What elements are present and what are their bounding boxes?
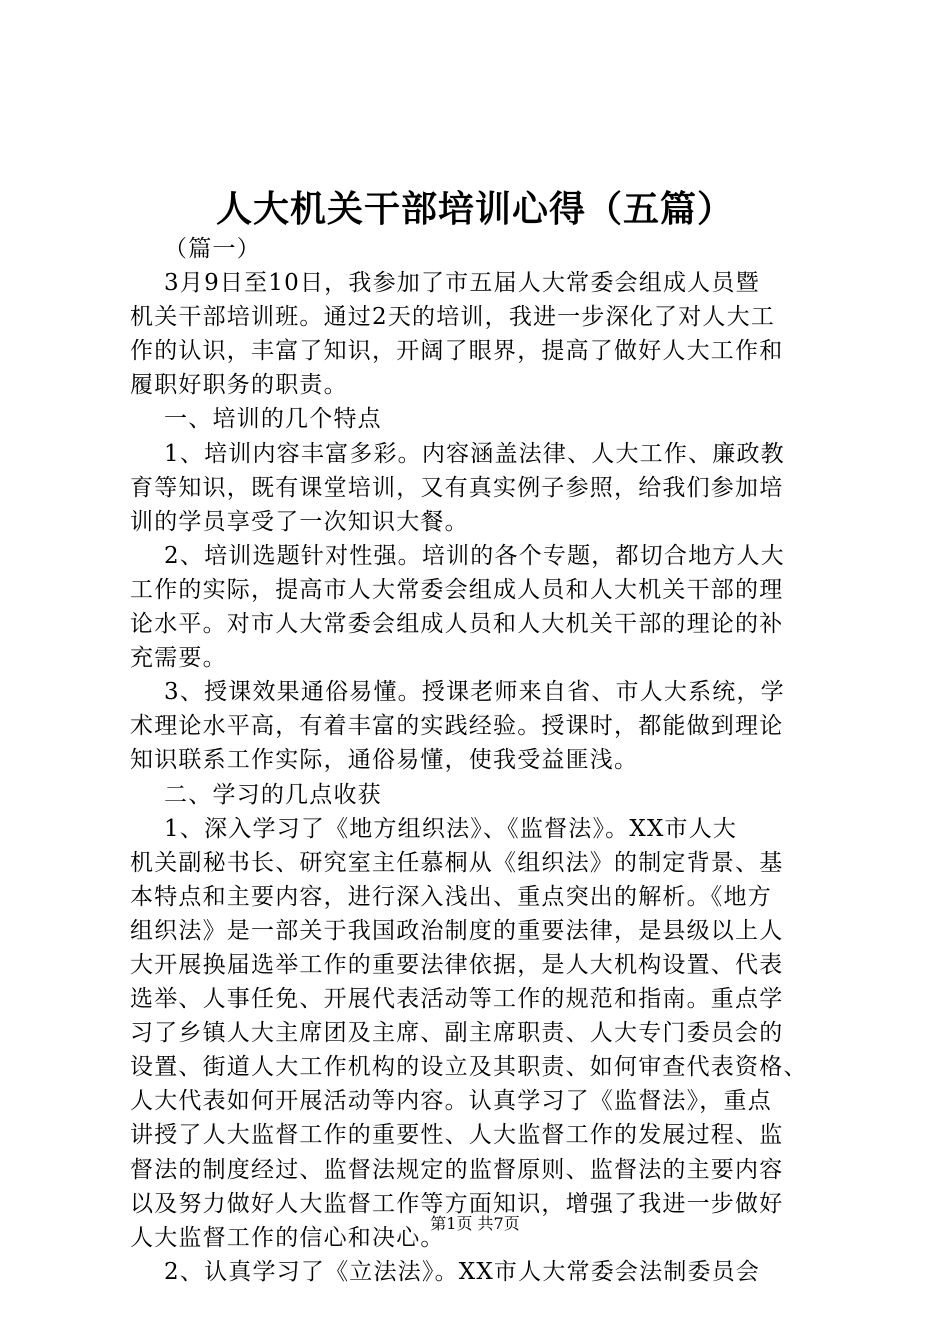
text-line: 选举、人事任免、开展代表活动等工作的规范和指南。重点学 bbox=[130, 986, 784, 1013]
text-line: （篇一） bbox=[130, 236, 261, 262]
text-line: 作的认识，丰富了知识，开阔了眼界，提高了做好人大工作和 bbox=[130, 338, 784, 365]
text-line: 3、授课效果通俗易懂。授课老师来自省、市人大系统，学 bbox=[130, 679, 785, 706]
text-line: 机关干部培训班。通过2天的培训，我进一步深化了对人大工 bbox=[130, 304, 776, 331]
page-footer: 第1页 共7页 bbox=[430, 1214, 520, 1233]
text-line: 以及努力做好人大监督工作等方面知识，增强了我进一步做好 bbox=[130, 1190, 784, 1217]
text-line: 习了乡镇人大主席团及主席、副主席职责、人大专门委员会的 bbox=[130, 1020, 784, 1047]
text-line: 设置、街道人大工作机构的设立及其职责、如何审查代表资格、 bbox=[130, 1054, 808, 1081]
text-line: 3月9日至10日，我参加了市五届人大常委会组成人员暨 bbox=[130, 270, 760, 297]
text-line: 论水平。对市人大常委会组成人员和人大机关干部的理论的补 bbox=[130, 611, 784, 638]
text-line: 术理论水平高，有着丰富的实践经验。授课时，都能做到理论 bbox=[130, 713, 784, 740]
text-line: 充需要。 bbox=[130, 645, 227, 672]
text-line: 大开展换届选举工作的重要法律依据，是人大机构设置、代表 bbox=[130, 951, 784, 978]
text-line: 履职好职务的职责。 bbox=[130, 372, 348, 399]
text-line: 知识联系工作实际，通俗易懂，使我受益匪浅。 bbox=[130, 747, 639, 774]
text-line: 本特点和主要内容，进行深入浅出、重点突出的解析。《地方 bbox=[130, 883, 772, 910]
text-line: 1、培训内容丰富多彩。内容涵盖法律、人大工作、廉政教 bbox=[130, 440, 785, 467]
text-line: 人大代表如何开展活动等内容。认真学习了《监督法》，重点 bbox=[130, 1088, 772, 1115]
text-line: 1、深入学习了《地方组织法》、《监督法》。XX市人大 bbox=[130, 815, 738, 842]
text-line: 工作的实际，提高市人大常委会组成人员和人大机关干部的理 bbox=[130, 576, 784, 603]
text-line: 人大监督工作的信心和决心。 bbox=[130, 1224, 445, 1251]
text-line: 讲授了人大监督工作的重要性、人大监督工作的发展过程、监 bbox=[130, 1122, 784, 1149]
document-body bbox=[130, 232, 830, 1289]
text-line: 育等知识，既有课堂培训，又有真实例子参照，给我们参加培 bbox=[130, 474, 784, 501]
text-line: 一、培训的几个特点 bbox=[130, 406, 382, 433]
text-line: 二、学习的几点收获 bbox=[130, 781, 382, 808]
text-line: 2、认真学习了《立法法》。XX市人大常委会法制委员会 bbox=[130, 1258, 761, 1285]
text-line: 督法的制度经过、监督法规定的监督原则、监督法的主要内容 bbox=[130, 1156, 784, 1183]
text-line: 机关副秘书长、研究室主任慕桐从《组织法》的制定背景、基 bbox=[130, 849, 784, 876]
text-line: 组织法》是一部关于我国政治制度的重要法律，是县级以上人 bbox=[130, 917, 784, 944]
text-line: 训的学员享受了一次知识大餐。 bbox=[130, 508, 469, 535]
document-title: 人大机关干部培训心得（五篇） bbox=[215, 189, 734, 230]
text-line: 2、培训选题针对性强。培训的各个专题，都切合地方人大 bbox=[130, 542, 785, 569]
